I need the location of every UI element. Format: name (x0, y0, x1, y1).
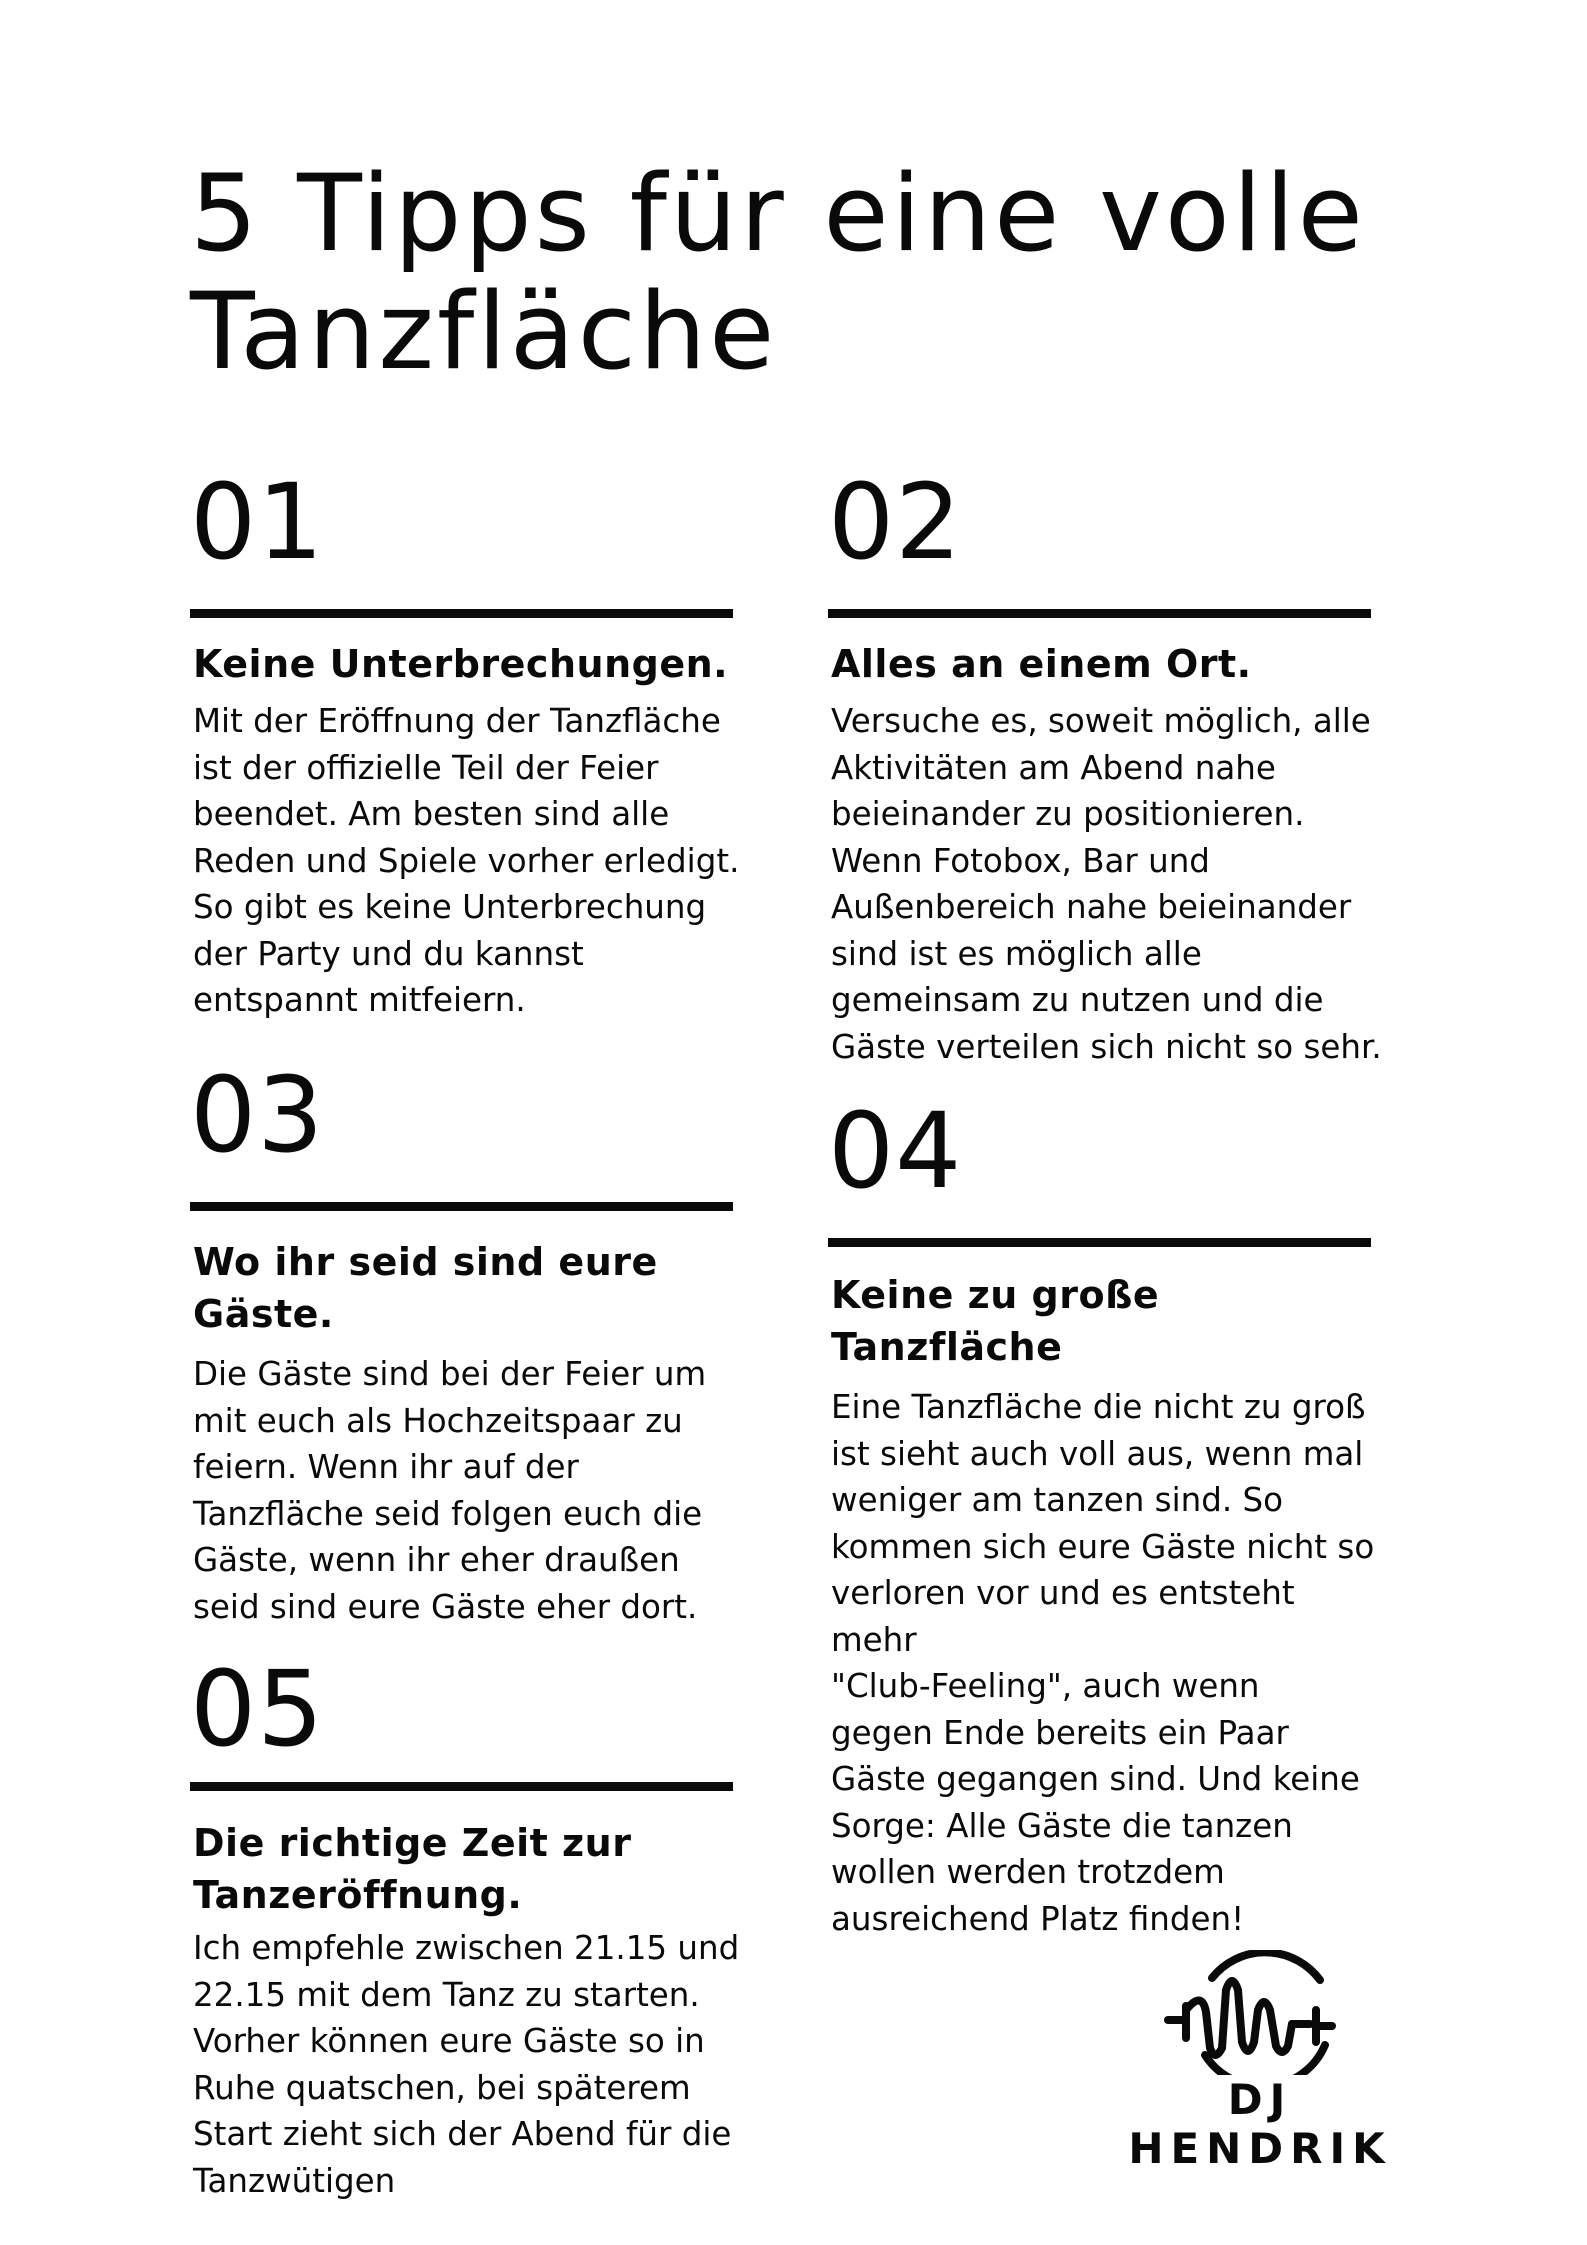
divider (190, 1202, 733, 1211)
tip-heading: Die richtige Zeit zur Tanzeröffnung. (193, 1821, 632, 1917)
divider (828, 1238, 1371, 1247)
page-title: 5 Tipps für eine volle Tanzfläche (190, 152, 1366, 393)
dj-waveform-logo-icon (1120, 1950, 1400, 2075)
tip-02 (828, 461, 1408, 1080)
logo-text: DJ HENDRIK (1128, 2075, 1392, 2173)
tip-text: Ich empfehle zwischen 21.15 und 22.15 mit dem Tanz zu starten. Vorher können eure Gäste so in Ruhe quatschen, bei späterem Start zieht sich der Abend für die Tanzwütigen (193, 1929, 740, 2200)
tip-05 (190, 1648, 750, 2237)
tip-04 (828, 1090, 1408, 1938)
tip-heading: Alles an einem Ort. (831, 642, 1252, 686)
tip-03 (190, 1054, 750, 1643)
tip-number: 02 (828, 461, 963, 583)
tip-heading: Wo ihr seid sind eure Gäste. (193, 1240, 658, 1336)
divider (828, 609, 1371, 618)
tip-text: Mit der Eröffnung der Tanzfläche ist der offizielle Teil der Feier beendet. Am besten sind alle Reden und Spiele vorher erledigt. So gibt es keine Unterbrechung der Party und du kannst entspannt mitfeiern. (193, 702, 740, 1019)
divider (190, 1782, 733, 1791)
tip-heading: Keine Unterbrechungen. (193, 642, 729, 686)
tip-number: 04 (828, 1090, 963, 1212)
tip-number: 01 (190, 461, 325, 583)
tip-text: Die Gäste sind bei der Feier um mit euch als Hochzeitspaar zu feiern. Wenn ihr auf der Tanzfläche seid folgen euch die Gäste, wenn ihr eher draußen seid sind eure Gäste eher dort. (193, 1355, 707, 1626)
tip-number: 05 (190, 1648, 325, 1770)
divider (190, 609, 733, 618)
dj-logo (1120, 1950, 1400, 2173)
tip-heading: Keine zu große Tanzfläche (831, 1273, 1160, 1369)
tip-01 (190, 461, 750, 1030)
tip-number: 03 (190, 1054, 325, 1176)
tip-text: Versuche es, soweit möglich, alle Aktivitäten am Abend nahe beieinander zu positionieren. Wenn Fotobox, Bar und Außenbereich nahe beieinander sind ist es möglich alle gemeinsam zu nutzen und die Gäste verteilen sich nicht so sehr. (831, 702, 1382, 1066)
tip-text: Eine Tanzfläche die nicht zu groß ist sieht auch voll aus, wenn mal weniger am tanzen sind. So kommen sich eure Gäste nicht so verloren vor und es entsteht mehr "Club-Feeling", auch wenn gegen Ende bereits ein Paar Gäste gegangen sind. Und keine Sorge: Alle Gäste die tanzen wollen werden trotzdem ausreichend Platz finden! (831, 1388, 1375, 1938)
